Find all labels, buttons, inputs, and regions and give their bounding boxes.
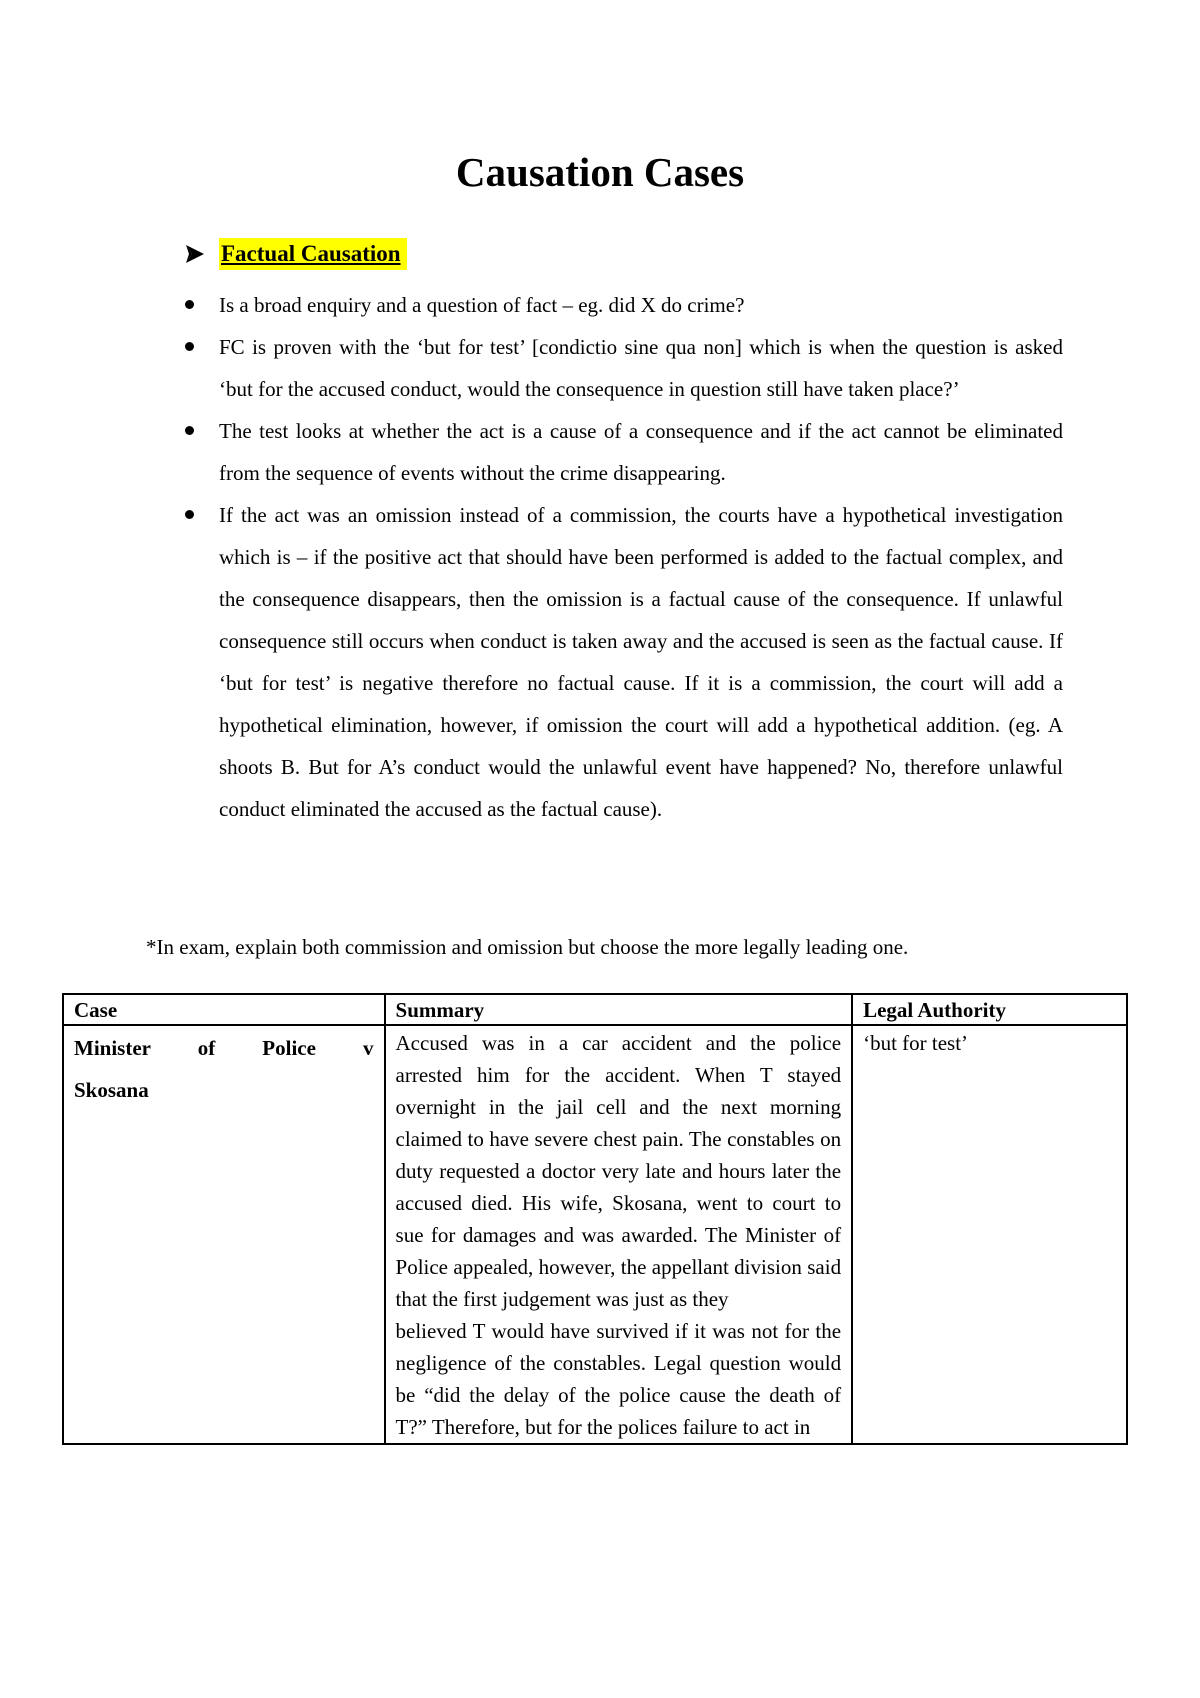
bullet-dot-icon (185, 300, 194, 309)
arrow-bullet-icon (183, 242, 207, 266)
list-item (183, 410, 1063, 494)
table-header-row (63, 994, 1127, 1025)
list-item (183, 494, 1063, 830)
summary-cell (385, 1025, 853, 1444)
bullet-text: Is a broad enquiry and a question of fact – eg. did X do crime? (219, 293, 745, 317)
header-case: Case (63, 994, 385, 1025)
bullet-list (183, 284, 1063, 830)
bullet-text: FC is proven with the ‘but for test’ [condictio sine qua non] which is when the question is asked ‘but for the accused conduct, would the consequence in question still have taken place?’ (219, 335, 1063, 401)
case-name-line1: Minister of Police v (74, 1036, 374, 1060)
bullet-dot-icon (185, 426, 194, 435)
header-legal-authority: Legal Authority (852, 994, 1127, 1025)
bullet-dot-icon (185, 342, 194, 351)
case-cell (63, 1025, 385, 1444)
cases-table (62, 993, 1128, 1445)
bullet-text: The test looks at whether the act is a cause of a consequence and if the act cannot be eliminated from the sequence of events without the crime disappearing. (219, 419, 1063, 485)
bullet-text: If the act was an omission instead of a commission, the courts have a hypothetical investigation which is – if the positive act that should have been performed is added to the factual complex, and the consequence disappears, then the omission is a factual cause of the consequence. If unlawful consequence still occurs when conduct is taken away and the accused is seen as the factual cause. If ‘but for test’ is negative therefore no factual cause. If it is a commission, the court will add a hypothetical elimination, however, if omission the court will add a hypothetical addition. (eg. A shoots B. But for A’s conduct would the unlawful event have happened? No, therefore unlawful conduct eliminated the accused as the factual cause). (219, 503, 1063, 821)
authority-cell: ‘but for test’ (852, 1025, 1127, 1444)
exam-note: *In exam, explain both commission and omission but choose the more legally leading one. (146, 935, 909, 959)
section-heading-row (183, 238, 407, 270)
header-summary: Summary (385, 994, 853, 1025)
table-row (63, 1025, 1127, 1444)
section-heading: Factual Causation (219, 238, 407, 270)
summary-text-part1: Accused was in a car accident and the police arrested him for the accident. When T stayed overnight in the jail cell and the next morning claimed to have severe chest pain. The constables on duty requested a doctor very late and hours later the accused died. His wife, Skosana, went to court to sue for damages and was awarded. The Minister of Police appealed, however, the appellant division said that the first judgement was just as they (395, 1031, 842, 1311)
list-item (183, 326, 1063, 410)
summary-text-part2: believed T would have survived if it was not for the negligence of the constables. Legal question would be “did the delay of the police cause the death of T?” Therefore, but for the polices failure to act in (395, 1319, 842, 1439)
case-name-line2: Skosana (74, 1078, 149, 1102)
page-title: Causation Cases (455, 149, 745, 195)
list-item (183, 284, 1063, 326)
bullet-dot-icon (185, 510, 194, 519)
